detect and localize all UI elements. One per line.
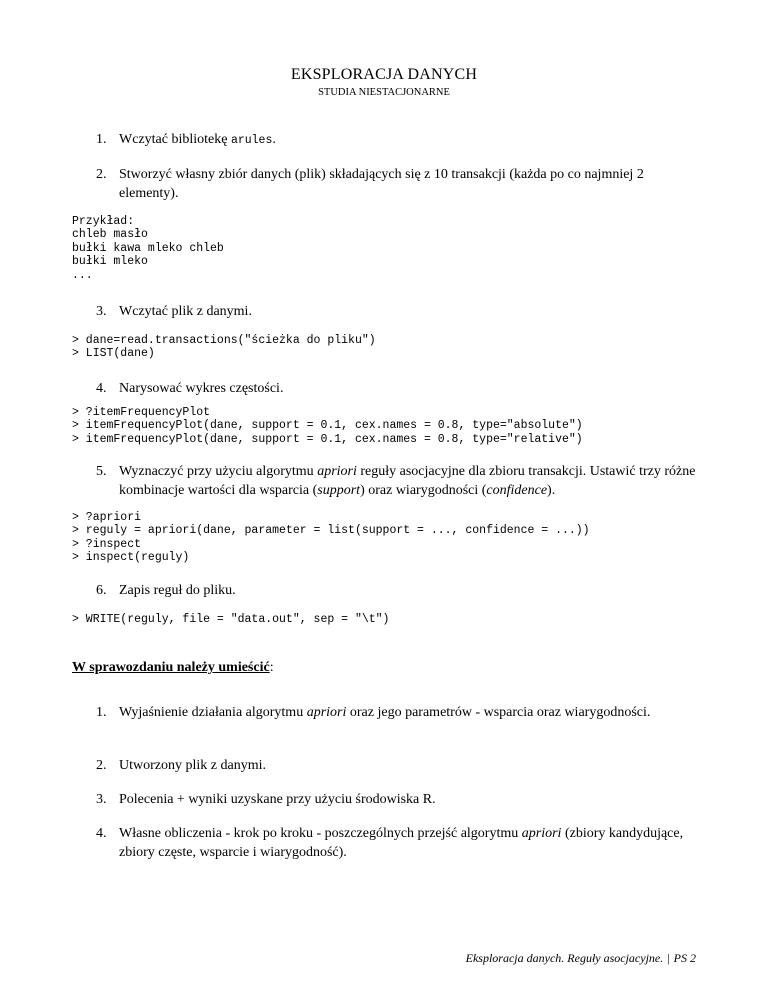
step-number: 3. <box>96 304 107 319</box>
item-number: 1. <box>96 705 107 720</box>
step-number: 5. <box>96 464 107 479</box>
step-text: Wczytać bibliotekę arules. <box>119 132 276 147</box>
item-number: 4. <box>96 826 107 841</box>
step-text: Zapis reguł do pliku. <box>119 583 236 598</box>
code-block-plot: > ?itemFrequencyPlot > itemFrequencyPlot(dane, support = 0.1, cex.names = 0.8, type="absolute") > itemFrequencyPlot(dane, support = 0.1, cex.names = 0.8, type="relative") <box>72 406 583 446</box>
item-text: Utworzony plik z danymi. <box>119 758 266 773</box>
footer-text: Eksploracja danych. Reguły asocjacyjne. <box>465 951 664 965</box>
item-number: 2. <box>96 758 107 773</box>
code-block-read: > dane=read.transactions("ścieżka do pliku") > LIST(dane) <box>72 334 376 361</box>
item-text: Wyjaśnienie działania algorytmu apriori oraz jego parametrów - wsparcia oraz wiarygodności. <box>119 705 651 720</box>
page-footer <box>466 951 696 966</box>
report-heading: W sprawozdaniu należy umieścić: <box>72 660 274 675</box>
step-text: Narysować wykres częstości. <box>119 381 284 396</box>
footer-separator: | <box>667 951 670 965</box>
step-number: 4. <box>96 381 107 396</box>
inline-code: arules <box>230 134 273 147</box>
code-block-apriori: > ?apriori > reguly = apriori(dane, parameter = list(support = ..., confidence = ...)) > ?inspect > inspect(reguly) <box>72 511 590 565</box>
step-text: Stworzyć własny zbiór danych (plik) składających się z 10 transakcji (każda po co najmniej 2 elementy). <box>119 167 644 201</box>
step-number: 6. <box>96 583 107 598</box>
code-block-example: Przykład: chleb masło bułki kawa mleko chleb bułki mleko ... <box>72 215 224 282</box>
item-number: 3. <box>96 792 107 807</box>
step-text: Wczytać plik z danymi. <box>119 304 252 319</box>
page-number: PS 2 <box>673 951 696 965</box>
code-block-write: > WRITE(reguly, file = "data.out", sep = "\t") <box>72 613 390 626</box>
item-text: Polecenia + wyniki uzyskane przy użyciu środowiska R. <box>119 792 436 807</box>
page-subtitle: STUDIA NIESTACJONARNE <box>318 87 450 98</box>
item-text: Własne obliczenia - krok po kroku - poszczególnych przejść algorytmu apriori (zbiory kandydujące, zbiory częste, wsparcie i wiarygodność). <box>119 826 684 860</box>
page-title: EKSPLORACJA DANYCH <box>290 66 478 83</box>
step-text: Wyznaczyć przy użyciu algorytmu apriori reguły asocjacyjne dla zbioru transakcji. Ustawić trzy różne kombinacje wartości dla wsparcia (support) oraz wiarygodności (confidence). <box>119 464 696 498</box>
step-number: 2. <box>96 167 107 182</box>
step-number: 1. <box>96 132 107 147</box>
